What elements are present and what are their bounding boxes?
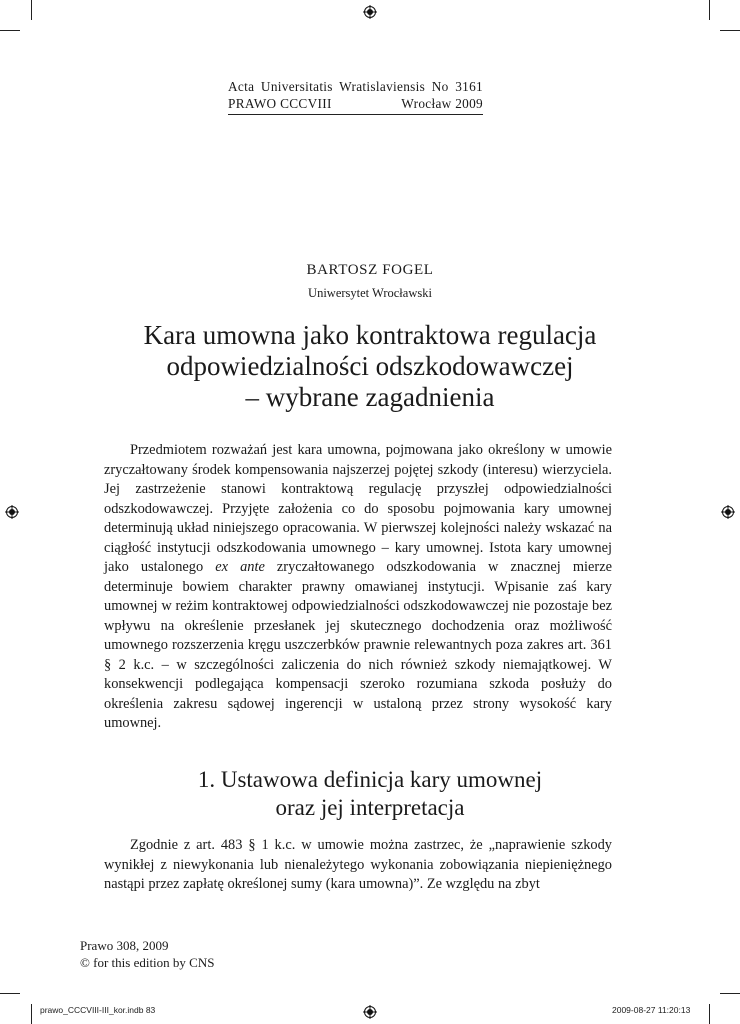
- abstract-paragraph: Przedmiotem rozważań jest kara umowna, pojmowana jako określony w umowie zryczałtowany środek kompensowania najszerzej pojętej szkody (interesu) wierzyciela. Jej zastrzeżenie stanowi kontraktową regulację przyszłej odpowiedzialności odszkodowawczej. Przyjęte założenia co do sposobu pojmowania kary umownej determinują układ niniejszego opracowania. W pierwszej kolejności należy wskazać na ciągłość instytucji odszkodowania umownego – kary umownej. Istota kary umownej jako ustalonego ex ante zryczałtowanego odszkodowania w znacznej mierze determinuje bowiem charakter prawny omawianej instytucji. Wpisanie zaś kary umownej w reżim kontraktowej odpowiedzialności odszkodowawczej nie pozostaje bez wpływu na określenie przesłanek jej skutecznego dochodzenia oraz możliwość umownego rozszerzenia kręgu uszczerbków prawnie relewantnych poza zakres art. 361 § 2 k.c. – w szczególności zaliczenia do nich również szkody niemajątkowej. W konsekwencji podlegająca kompensacji szeroko rozumiana szkoda posłuży do określenia zakresu sądowej ingerencji w ustaloną przez strony wysokość kary umownej.: [104, 442, 612, 731]
- journal-place-year: Wrocław 2009: [401, 96, 483, 111]
- journal-series: PRAWO CCCVIII: [228, 96, 332, 111]
- crop-mark-bottom-right-v: [709, 1004, 710, 1024]
- journal-series-row: [228, 95, 483, 112]
- crop-mark-bottom-right-h: [720, 993, 740, 994]
- title-line: odpowiedzialności odszkodowawczej: [166, 351, 574, 381]
- body-text: [104, 836, 612, 895]
- crop-mark-bottom-left-h: [0, 993, 20, 994]
- abstract: [104, 441, 612, 734]
- copyright-footer: [80, 937, 214, 971]
- header-rule: [228, 114, 483, 115]
- italic-term: ex ante: [215, 559, 265, 575]
- body-paragraph: Zgodnie z art. 483 § 1 k.c. w umowie można zastrzec, że „naprawienie szkody wynikłej z niewykonania lub nienależytego wykonania zobowiązania niepieniężnego nastąpi przez zapłatę określonej sumy (kara umowna)”. Ze względu na zbyt: [104, 837, 612, 892]
- section-heading-line: 1. Ustawowa definicja kary umownej: [197, 767, 543, 792]
- paper-title: [0, 320, 740, 413]
- section-heading: [0, 766, 740, 822]
- crop-mark-top-left-v: [31, 0, 32, 20]
- print-slug-timestamp: 2009-08-27 11:20:13: [612, 1005, 691, 1015]
- author-name: BARTOSZ FOGEL: [306, 262, 434, 278]
- crop-mark-bottom-left-v: [31, 1004, 32, 1024]
- registration-mark-icon: [363, 1005, 377, 1019]
- title-line: – wybrane zagadnienia: [245, 382, 495, 412]
- author-affiliation: Uniwersytet Wrocławski: [308, 286, 432, 300]
- registration-mark-icon: [363, 5, 377, 19]
- journal-header: [228, 78, 483, 115]
- title-line: Kara umowna jako kontraktowa regulacja: [143, 320, 597, 350]
- section-heading-line: oraz jej interpretacja: [275, 795, 465, 820]
- footer-copyright: © for this edition by CNS: [80, 955, 215, 970]
- crop-mark-top-right-v: [709, 0, 710, 20]
- registration-mark-icon: [721, 505, 735, 519]
- footer-issue: Prawo 308, 2009: [80, 938, 169, 953]
- crop-mark-top-right-h: [720, 30, 740, 31]
- print-slug-file: prawo_CCCVIII-III_kor.indb 83: [40, 1005, 156, 1015]
- crop-mark-top-left-h: [0, 30, 20, 31]
- registration-mark-icon: [5, 505, 19, 519]
- journal-name: Acta Universitatis Wratislaviensis No 3161: [228, 79, 483, 94]
